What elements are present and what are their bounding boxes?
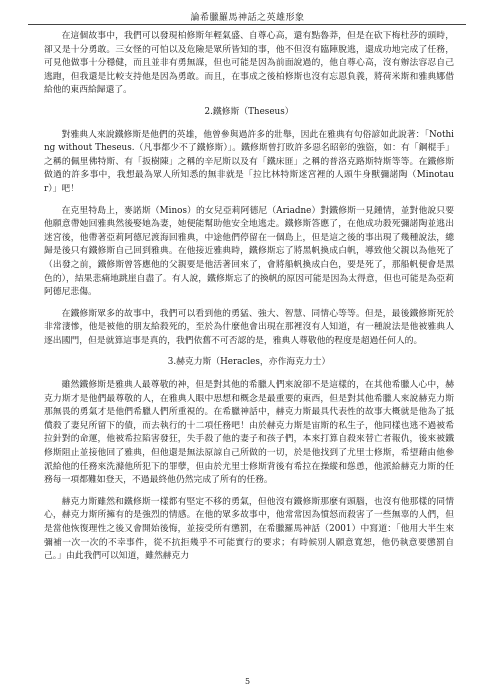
paragraph-theseus-summary: 在鐵修斯眾多的故事中，我們可以看到他的勇猛、強大、智慧、同情心等等。但是，最後鐵修斯死於非常淒慘，他是被他的朋友給殺死的，至於為什麼他會出現在那裡沒有人知道，有一種說法是他被雅典人逐出國門，但是就算這事是真的，我們依舊不可否認的是，雅典人尊敬他的程度是超過任何人的。 bbox=[44, 308, 454, 346]
running-header: 論希臘羅馬神話之英雄形象 bbox=[190, 13, 305, 23]
paragraph-theseus-crete: 在克里特島上，麥諾斯（Minos）的女兒亞莉阿德尼（Ariadne）對鐵修斯一見鍾情，並對他說只要他願意帶她回雅典然後娶她為妻，她便能幫助他安全地逃走。鐵修斯答應了，在他成功殺死彌諾陶並逃出迷宮後，他帶著亞莉阿德尼渡海回雅典，中途他們停留在一個島上，但是這之後的事出現了幾種說法，總歸是後只有鐵修斯自己回到雅典。在他接近雅典時，鐵修斯忘了將黑帆換成白帆，導致他父親以為他死了（出發之前，鐵修斯曾答應他的父親要是他活著回來了，會將船帆換成白色，要是死了，那船帆便會是黑色的），結果悲痛地跳崖自盡了。有人說，鐵修斯忘了的換帆的原因可能是因為太得意，但也可能是為亞莉阿德尼悲傷。 bbox=[44, 205, 454, 298]
paragraph-heracles-intro: 雖然鐵修斯是雅典人最尊敬的神，但是對其他的希臘人們來說卻不是這樣的，在其他希臘人心中，赫克力斯才是他們最尊敬的人，在雅典人眼中思想和概念是最重要的東西，但是對其他希臘人來說赫克力斯那無畏的勇氣才是他們希臘人們所重視的。在希臘神話中，赫克力斯最具代表性的故事大概就是他為了抵償殺了妻兒所留下的債，而去執行的十二項任務吧！由於赫克力斯是宙斯的私生子，他同樣也逃不過被希拉針對的命運，他被希拉陷害發狂，失手殺了他的妻子和孩子們，本來打算自殺來替亡者報仇，後來被鐵修斯阻止並接他回了雅典，但他還是無法原諒自己所做的一切，於是他找到了尤里士修斯，希望藉由他參派給他的任務來洗滌他所犯下的罪孽，但由於尤里士修斯背後有希拉在操縱和慫恿，他派給赫克力斯的任務每一項都難如登天，不過最終他仍然完成了所有的任務。 bbox=[44, 380, 454, 486]
page-number: 5 bbox=[244, 677, 251, 686]
header-rule bbox=[28, 24, 466, 25]
paragraph-theseus-intro: 對雅典人來說鐵修斯是他們的英雄，他曾參與過許多的壯舉，因此在雅典有句俗諺如此說著：「Nothing without Theseus.（凡事都少不了鐵修斯）」。鐵修斯曾打敗許多惡名昭彰的強盜，如：有「鋼棍手」之稱的佩里佛特斯、有「扳樹陳」之稱的辛尼斯以及有「鐵床匪」之稱的普洛克路斯特斯等等。在鐵修斯做過的許多事中，我想最為眾人所知悉的無非就是「拉比林特斯迷宮裡的人頭牛身獸彌諾陶（Minotaur）」吧！ bbox=[44, 129, 454, 194]
section-heading-theseus: 2.鐵修斯（Theseus） bbox=[204, 106, 294, 117]
page-body bbox=[44, 30, 454, 572]
paragraph-heracles-character: 赫克力斯雖然和鐵修斯一樣都有堅定不移的勇氣，但他沒有鐵修斯那麼有頭腦，也沒有他那樣的同情心，赫克力斯所擁有的是強烈的情感。在他的眾多故事中，他常常因為憤怒而殺害了一些無辜的人們，但是當他恢復理性之後又會開始後悔，並接受所有懲罰，在希臘羅馬神話（2001）中寫道：「他用大半生來彌補一次一次的不幸事件，從不抗拒幾乎不可能實行的要求；有時候別人願意寬恕，他仍執意要懲罰自己。」由此我們可以知道，雖然赫克力 bbox=[44, 496, 454, 562]
paragraph-perseus-analysis: 在這個故事中，我們可以發現柏修斯年輕氣盛、自尊心高，還有點魯莽，但是在砍下梅杜莎的頭時，卻又是十分勇敢。三女怪的可怕以及危險是眾所皆知的事，他不但沒有臨陣脫逃，還成功地完成了任務，可見他做事十分穩健，而且並非有勇無謀，但也可能是因為前面說過的，他自尊心高，沒有辦法容忍自己逃跑，但我還是比較支持他是因為勇敢。而且，在事成之後柏修斯也沒有忘恩負義，將荷米斯和雅典娜借給他的東西給歸還了。 bbox=[44, 31, 454, 96]
section-heading-heracles: 3.赫克力斯（Heracles，亦作海克力士） bbox=[167, 357, 331, 368]
